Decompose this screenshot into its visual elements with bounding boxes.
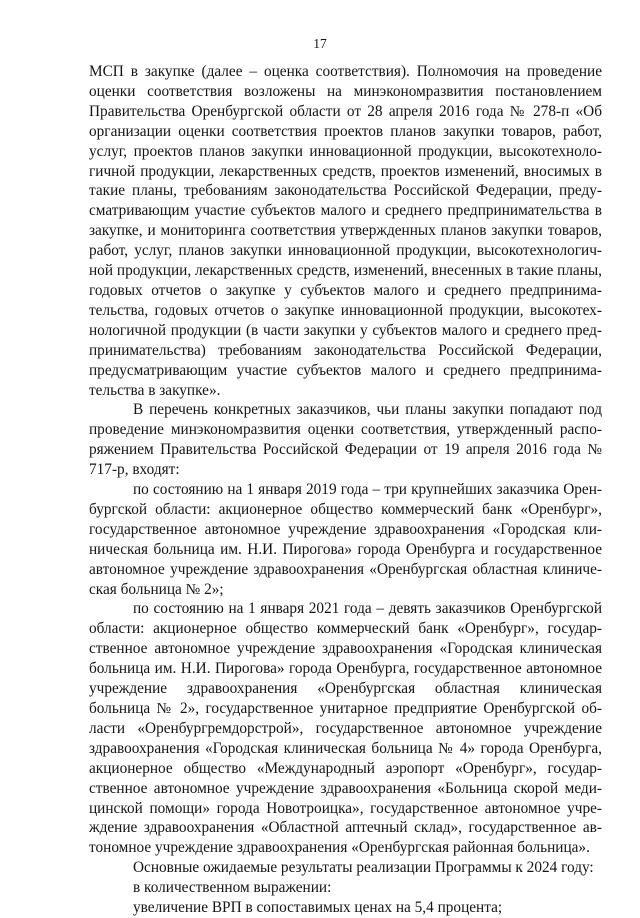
- paragraph-msp-assessment: МСП в закупке (далее – оценка соответствия). Полномочия на проведение оценки соответствия возложены на минэкономразвития постановлением Правительства Оренбургской области от 28 апреля 2016 года № 278-п «Об организации оценки соответствия проектов планов закупки товаров, работ, услуг, проектов планов закупки инновационной продукции, высокотехнологичной продукции, лекарственных средств, проектов изменений, вносимых в такие планы, требованиям законодательства Российской Федерации, предусматривающим участие субъектов малого и среднего предпринимательства в закупке, и мониторинга соответствия утвержденных планов закупки товаров, работ, услуг, планов закупки инновационной продукции, высокотехнологичной продукции, лекарственных средств, изменений, внесенных в такие планы, годовых отчетов о закупке у субъектов малого и среднего предпринимательства, годовых отчетов о закупке инновационной продукции, высокотехнологичной продукции (в части закупки у субъектов малого и среднего предпринимательства) требованиям законодательства Российской Федерации, предусматривающим участие субъектов малого и среднего предпринимательства в закупке».: [89, 63, 602, 399]
- paragraph-quantitative-terms: в количественном выражении:: [133, 879, 332, 897]
- page-number: 17: [313, 36, 327, 51]
- paragraph-customers-2021: по состоянию на 1 января 2021 года – девять заказчиков Оренбургской области: акционерное общество коммерческий банк «Оренбург», государственное автономное учреждение здравоохранения «Городская клиническая больница им. Н.И. Пирогова» города Оренбурга, государственное автономное учреждение здравоохранения «Оренбургская областная клиническая больница № 2», государственное унитарное предприятие Оренбургской области «Оренбургремдорстрой», государственное автономное учреждение здравоохранения «Городская клиническая больница № 4» города Оренбурга, акционерное общество «Международный аэропорт «Оренбург», государственное автономное учреждение здравоохранения «Больница скорой медицинской помощи» города Новотроицка», государственное автономное учреждение здравоохранения «Областной аптечный склад», государственное автономное учреждение здравоохранения «Оренбургская районная больница».: [89, 600, 602, 857]
- document-body: [89, 62, 602, 918]
- paragraph-grp-increase: увеличение ВРП в сопоставимых ценах на 5,4 процента;: [133, 899, 503, 917]
- paragraph-customer-list-intro: В перечень конкретных заказчиков, чьи планы закупки попадают под проведение минэкономразвития оценки соответствия, утвержденный распоряжением Правительства Российской Федерации от 19 апреля 2016 года № 717-р, входят:: [89, 401, 602, 479]
- paragraph-customers-2019: по состоянию на 1 января 2019 года – три крупнейших заказчика Оренбургской области: акционерное общество коммерческий банк «Оренбург», государственное автономное учреждение здравоохранения «Городская клиническая больница им. Н.И. Пирогова» города Оренбурга и государственное автономное учреждение здравоохранения «Оренбургская областная клиническая больница № 2»;: [89, 481, 602, 598]
- paragraph-expected-results: Основные ожидаемые результаты реализации Программы к 2024 году:: [133, 859, 594, 877]
